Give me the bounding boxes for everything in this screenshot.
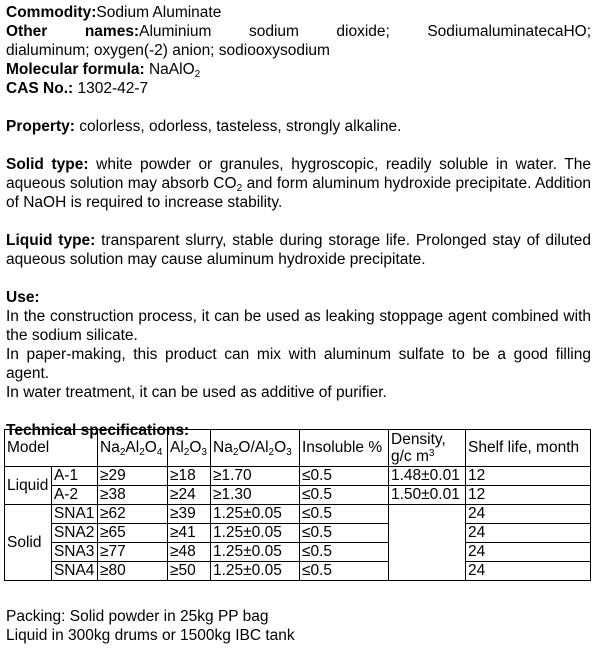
cell-model: A-2 [51,486,97,505]
table-header-row [5,430,591,467]
packing-line-2: Liquid in 300kg drums or 1500kg IBC tank [6,627,295,644]
cell-al2o3: ≥24 [168,486,211,505]
cas-line [6,79,591,98]
cell-al2o3: ≥50 [168,562,211,581]
table-row [5,562,591,581]
cell-shelf: 12 [466,467,591,486]
cas-label: CAS No.: [6,80,74,97]
cell-ratio: 1.25±0.05 [211,505,300,524]
cell-na2al2o4: ≥77 [98,543,168,562]
header-density: Density, g/c $m^3$ [389,430,466,467]
cell-al2o3: ≥39 [168,505,211,524]
molecular-formula-line [6,60,591,79]
cell-insoluble: ≤0.5 [300,467,389,486]
molecular-formula-value: NaAlO [148,61,195,78]
cell-al2o3: ≥18 [168,467,211,486]
cell-insoluble: ≤0.5 [300,543,389,562]
solid-type-label: Solid type: [6,156,89,173]
cell-model: SNA1 [51,505,97,524]
cell-ratio: 1.25±0.05 [211,524,300,543]
cell-density: 1.48±0.01 [389,467,466,486]
packing-line-1: Packing: Solid powder in 25kg PP bag [6,608,269,625]
use-item: In paper-making, this product can mix with aluminum sulfate to be a good filling agent. [6,346,591,382]
packing-section [6,607,295,645]
group-liquid: Liquid [5,467,52,505]
table-row [5,543,591,562]
liquid-type-value: transparent slurry, stable during storage life. Prolonged stay of diluted aqueous solution may cause aluminum hydroxide precipitate. [6,232,591,268]
product-sheet [6,3,591,440]
cell-model: SNA2 [51,524,97,543]
molecular-formula-subscript: 2 [194,69,201,80]
use-item: In the construction process, it can be used as leaking stoppage agent combined with the sodium silicate. [6,308,591,344]
liquid-type-paragraph [6,231,591,269]
cell-insoluble: ≤0.5 [300,524,389,543]
cell-na2al2o4: ≥80 [98,562,168,581]
cell-shelf: 24 [466,562,591,581]
header-na2o-al2o3: $Na_2O/Al_2O_3$ [211,430,300,467]
cell-insoluble: ≤0.5 [300,486,389,505]
use-item: In water treatment, it can be used as additive of purifier. [6,384,387,401]
cell-al2o3: ≥41 [168,524,211,543]
cell-insoluble: ≤0.5 [300,505,389,524]
cell-shelf: 24 [466,524,591,543]
molecular-formula-label: Molecular formula: [6,61,145,78]
cell-insoluble: ≤0.5 [300,562,389,581]
commodity-value: Sodium Aluminate [96,4,222,21]
table-row [5,486,591,505]
cell-ratio: 1.25±0.05 [211,562,300,581]
cell-model: A-1 [51,467,97,486]
solid-type-text-2: and form aluminum hydroxide precipitate. Addition of NaOH is required to increase stability. [6,175,591,211]
header-model: Model [5,430,98,467]
cell-al2o3: ≥48 [168,543,211,562]
cell-density: 1.50±0.01 [389,486,466,505]
table-row [5,467,591,486]
cell-na2al2o4: ≥62 [98,505,168,524]
cell-na2al2o4: ≥38 [98,486,168,505]
cell-model: SNA3 [51,543,97,562]
commodity-label: Commodity: [6,4,97,21]
header-na2al2o4: $Na_2Al_2O_4$ [98,430,168,467]
other-names-line-1 [6,22,591,41]
header-al2o3: $Al_2O_3$ [168,430,211,467]
cell-na2al2o4: ≥65 [98,524,168,543]
solid-type-subscript: 2 [236,183,243,194]
use-heading: Use: [6,289,40,306]
tech-spec-table [4,429,591,581]
other-names-label: Other names: [6,23,140,40]
other-names-line-2: dialuminum; oxygen(-2) anion; sodiooxysodium [6,42,330,59]
cell-ratio: ≥1.30 [211,486,300,505]
tech-spec-title: Technical specifications: [6,422,190,439]
solid-type-text-1: white powder or granules, hygroscopic, readily soluble in water. The aqueous solution may absorb CO [6,156,591,192]
header-shelf-life: Shelf life, month [466,430,591,467]
group-solid: Solid [5,505,52,581]
cell-na2al2o4: ≥29 [98,467,168,486]
cell-ratio: ≥1.70 [211,467,300,486]
header-insoluble: Insoluble % [300,430,389,467]
table-row [5,524,591,543]
other-names-value-1: Aluminium sodium dioxide; SodiumaluminatecaHO; [139,23,592,40]
cas-value: 1302-42-7 [77,80,149,97]
cell-density [389,505,466,581]
commodity-line [6,3,591,22]
property-value: colorless, odorless, tasteless, strongly alkaline. [79,118,402,135]
cell-model: SNA4 [51,562,97,581]
cell-shelf: 24 [466,505,591,524]
solid-type-paragraph [6,155,591,212]
property-label: Property: [6,118,75,135]
liquid-type-label: Liquid type: [6,232,96,249]
property-line [6,117,591,136]
table-row [5,505,591,524]
cell-shelf: 12 [466,486,591,505]
cell-shelf: 24 [466,543,591,562]
cell-ratio: 1.25±0.05 [211,543,300,562]
